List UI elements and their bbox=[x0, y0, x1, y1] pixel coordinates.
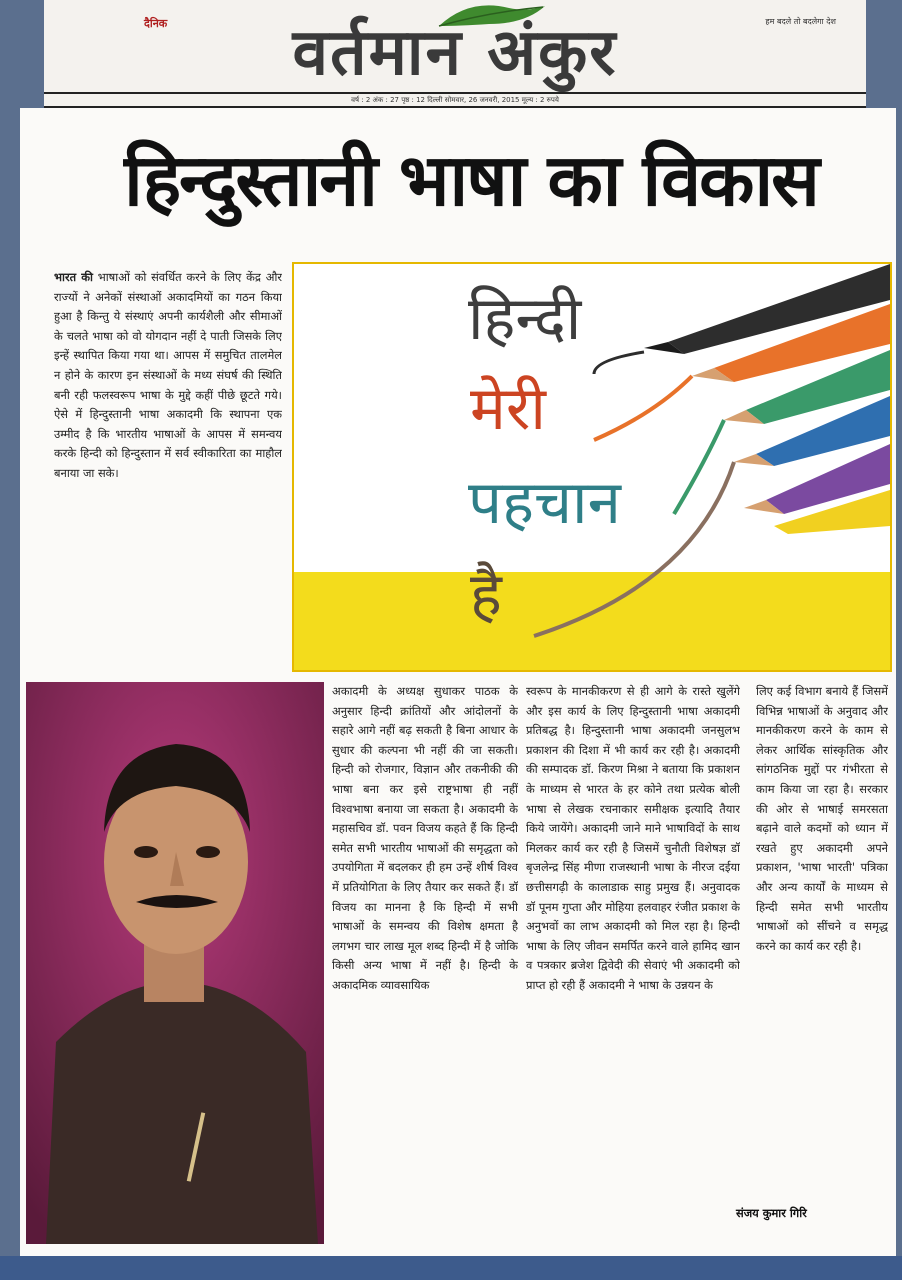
poster-line-3: पहचान bbox=[468, 468, 621, 538]
poster-line-2: मेरी bbox=[470, 374, 546, 444]
author-byline: संजय कुमार गिरि bbox=[736, 1206, 807, 1220]
hindi-poster bbox=[292, 262, 892, 672]
headline: हिन्दुस्तानी भाषा का विकास bbox=[124, 138, 818, 222]
masthead bbox=[44, 0, 866, 108]
article-page bbox=[20, 108, 896, 1256]
pencils-icon bbox=[294, 264, 890, 670]
masthead-tagline: हम बदले तो बदलेगा देश bbox=[765, 17, 836, 26]
newspaper-title: वर्तमान अंकुर bbox=[292, 16, 618, 90]
article-column-3: स्वरूप के मानकीकरण से ही आगे के रास्ते खुलेंगे और इस कार्य के लिए हिन्दुस्तानी भाषा अकादमी प्रतिबद्ध है। हिन्दुस्तानी भाषा अकादमी जनसुलभ प्रकाशन की दिशा में भी कार्य कर रही है। अकादमी की सम्पादक डॉ. किरण मिश्रा ने बताया कि प्रकाशन के माध्यम से भारत के हर कोने तथा प्रत्येक बोली भाषा से लेखक रचनाकार समीक्षक इत्यादि तैयार किये जायेंगे। अकादमी जाने माने भाषाविदों के साथ मिलकर कार्य कर रही है जिसमें चुनौती विशेषज्ञ डॉ बृजलेन्द्र सिंह मीणा राजस्थानी भाषा के नीरज दईया छत्तीसगढ़ी के कालाडाक साहु प्रमुख हैं। अनुवादक डॉ पूनम गुप्ता और मोहिया हलवाहर रंजीत प्रकाश के अनुभवों का लाभ अकादमी को मिल रहा है। हिन्दी भाषा के लिए जीवन समर्पित करने वाले हामिद खान व पत्रकार ब्रजेश द्विवेदी की सेवाएं भी अकादमी को प्राप्त हो रही हैं अकादमी ने भाषा के उन्नयन के bbox=[526, 684, 740, 992]
lead-word: भारत की bbox=[54, 270, 93, 284]
masthead-label: दैनिक bbox=[144, 17, 168, 30]
article-column-1 bbox=[54, 268, 282, 668]
article-column-4: लिए कई विभाग बनाये हैं जिसमें विभिन्न भाषाओं के अनुवाद और मानकीकरण करने के काम से लेकर आर्थिक सांस्कृतिक और सांगठनिक मुद्दों पर गंभीरता से काम किया जा रहा है। सरकार की ओर से भाषाई समरसता बढ़ाने वाले कदमों को ध्यान में रखते हुए अकादमी अपने प्रकाशन, 'भाषा भारती' पत्रिका और अन्य कार्यों के माध्यम से हिन्दी समेत सभी भारतीय भाषाओं को सींचने व समृद्ध करने का कार्य कर रही है। bbox=[756, 684, 888, 953]
column-1-text: भाषाओं को संवर्धित करने के लिए केंद्र और राज्यों ने अनेकों संस्थाओं अकादमियों का गठन किया हुआ है किन्तु ये संस्थाएं अपनी कार्यशैली और सीमाओं के चलते भाषा को वो योगदान नहीं दे पाती जिसके लिए इन्हें स्थापित किया गया था। आपस में समुचित तालमेल न होने के कारण इन संस्थाओं के मध्य संघर्ष की स्थिति बनी रही फलस्वरूप भाषा के मुद्दे कहीं पीछे छूटते गये। ऐसे में हिन्दुस्तानी भाषा अकादमी कि स्थापना एक उम्मीद है कि भारतीय भाषाओं के आपस में समन्वय करके हिन्दी को हिन्दुस्तान में सर्व स्वीकारिता का माहौल बनाया जा सके। bbox=[54, 270, 282, 480]
article-column-2: अकादमी के अध्यक्ष सुधाकर पाठक के अनुसार हिन्दी क्रांतियों और आंदोलनों के सहारे आगे नहीं बढ़ सकती है बिना आधार के सुधार की कल्पना भी नहीं की जा सकती। हिन्दी को रोजगार, विज्ञान और तकनीकी की भाषा बना कर इसे राष्ट्रभाषा ही नहीं विश्वभाषा बनाया जा सकता है। अकादमी के महासचिव डॉ. पवन विजय कहते हैं कि हिन्दी समेत सभी भारतीय भाषाओं की समृद्धता को उपयोगिता में बदलकर ही हम उन्हें शीर्ष विश्व में प्रतियोगिता के लिए तैयार कर सकते हैं। डॉ विजय का मानना है कि हिन्दी में सभी भाषाओं के समन्वय की विशेष क्षमता है लगभग चार लाख मूल शब्द हिन्दी में है जोकि किसी अन्य भाषा में नहीं है। हिन्दी के अकादमिक व्यावसायिक bbox=[332, 684, 518, 992]
poster-line-4: है bbox=[470, 560, 502, 630]
poster-line-1: हिन्दी bbox=[468, 284, 582, 354]
author-photo bbox=[26, 682, 324, 1244]
bottom-band bbox=[0, 1256, 902, 1280]
masthead-info-line: वर्ष : 2 अंक : 27 पृष्ठ : 12 दिल्ली सोमवार, 26 जनवरी, 2015 मूल्य : 2 रुपये bbox=[44, 92, 866, 108]
portrait-image bbox=[26, 682, 324, 1244]
